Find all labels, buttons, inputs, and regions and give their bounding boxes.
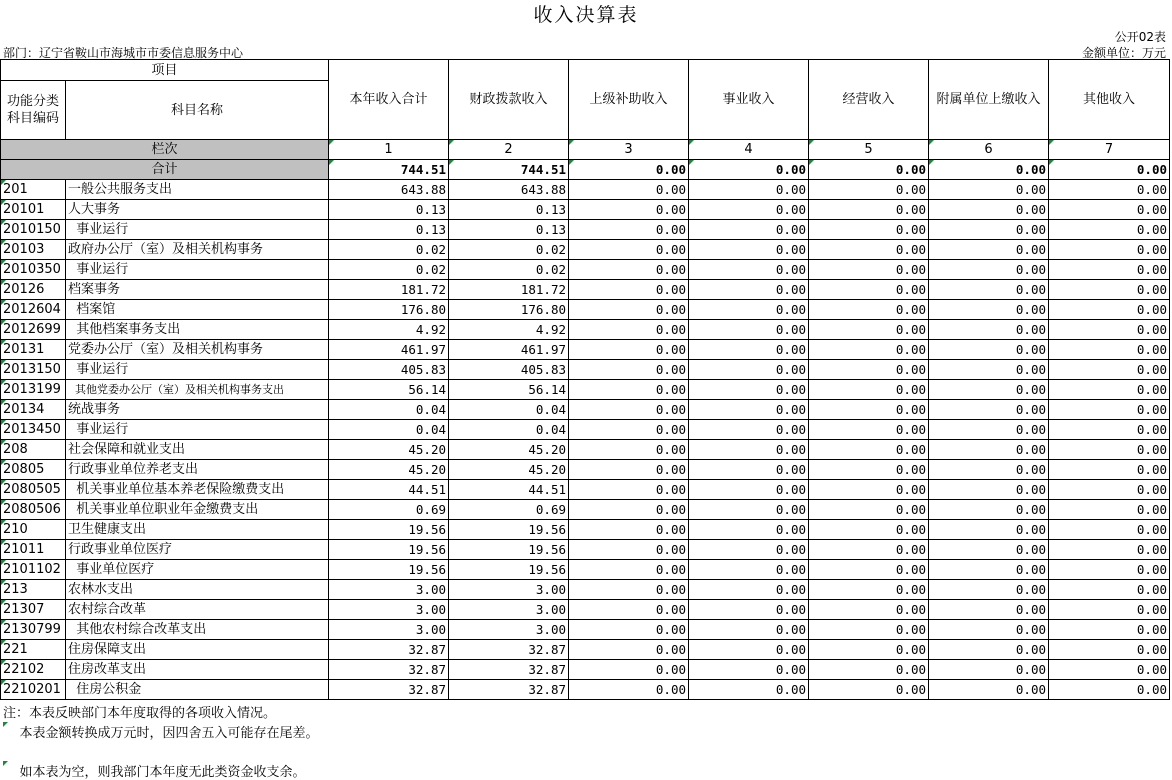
- amount-cell: 0.00: [569, 420, 689, 440]
- amount-cell: 0.00: [689, 520, 809, 540]
- amount-cell: 0.00: [1049, 620, 1170, 640]
- table-row: [1, 620, 1170, 640]
- amount-cell: 56.14: [449, 380, 569, 400]
- amount-cell: 0.00: [689, 560, 809, 580]
- amount-cell: 0.69: [329, 500, 449, 520]
- subject-name: 其他档案事务支出: [66, 320, 329, 340]
- amount-cell: 0.00: [569, 500, 689, 520]
- subject-code: 2012699: [1, 320, 66, 340]
- amount-cell: 0.00: [809, 380, 929, 400]
- amount-cell: 0.00: [929, 640, 1049, 660]
- amount-cell: 0.00: [1049, 500, 1170, 520]
- amount-cell: 643.88: [329, 180, 449, 200]
- amount-cell: 0.00: [809, 200, 929, 220]
- amount-cell: 0.00: [1049, 560, 1170, 580]
- table-row: [1, 480, 1170, 500]
- amount-cell: 4.92: [329, 320, 449, 340]
- amount-cell: 0.00: [809, 680, 929, 700]
- table-row: [1, 360, 1170, 380]
- table-row: [1, 340, 1170, 360]
- amount-cell: 0.00: [1049, 380, 1170, 400]
- amount-cell: 0.00: [929, 500, 1049, 520]
- amount-cell: 0.00: [929, 300, 1049, 320]
- amount-cell: 0.00: [929, 260, 1049, 280]
- table-row: [1, 180, 1170, 200]
- amount-cell: 19.56: [449, 520, 569, 540]
- amount-cell: 0.00: [1049, 440, 1170, 460]
- amount-cell: 3.00: [449, 600, 569, 620]
- amount-cell: 181.72: [329, 280, 449, 300]
- amount-cell: 0.00: [569, 340, 689, 360]
- amount-cell: 0.00: [1049, 680, 1170, 700]
- amount-cell: 0.00: [689, 660, 809, 680]
- amount-cell: 0.00: [1049, 320, 1170, 340]
- table-row: [1, 280, 1170, 300]
- subject-code: 20101: [1, 200, 66, 220]
- amount-cell: 0.00: [809, 180, 929, 200]
- amount-cell: 0.69: [449, 500, 569, 520]
- amount-cell: 0.02: [449, 260, 569, 280]
- subject-name: 人大事务: [66, 200, 329, 220]
- subject-code: 2010150: [1, 220, 66, 240]
- amount-cell: 0.00: [929, 480, 1049, 500]
- subject-name: 住房改革支出: [66, 660, 329, 680]
- amount-cell: 0.04: [329, 400, 449, 420]
- amount-cell: 0.00: [689, 360, 809, 380]
- amount-cell: 0.04: [449, 400, 569, 420]
- amount-cell: 45.20: [449, 460, 569, 480]
- total-label: 合计: [1, 160, 329, 180]
- header-col-1: 本年收入合计: [329, 60, 449, 140]
- amount-cell: 19.56: [449, 560, 569, 580]
- amount-cell: 0.00: [569, 300, 689, 320]
- amount-cell: 0.00: [689, 340, 809, 360]
- amount-cell: 643.88: [449, 180, 569, 200]
- subject-code: 20805: [1, 460, 66, 480]
- table-row: [1, 300, 1170, 320]
- column-number: 5: [809, 140, 929, 160]
- amount-cell: 0.00: [569, 180, 689, 200]
- amount-cell: 0.00: [1049, 420, 1170, 440]
- total-value: 0.00: [689, 160, 809, 180]
- subject-code: 20103: [1, 240, 66, 260]
- amount-cell: 0.00: [1049, 660, 1170, 680]
- amount-cell: 0.02: [329, 260, 449, 280]
- total-value: 0.00: [1049, 160, 1170, 180]
- column-number: 2: [449, 140, 569, 160]
- subject-code: 2013450: [1, 420, 66, 440]
- amount-cell: 0.00: [929, 400, 1049, 420]
- header-code: 功能分类科目编码: [1, 81, 66, 140]
- subject-code: 2012604: [1, 300, 66, 320]
- amount-cell: 0.00: [689, 280, 809, 300]
- total-value: 0.00: [809, 160, 929, 180]
- amount-cell: 0.13: [329, 220, 449, 240]
- amount-cell: 45.20: [329, 440, 449, 460]
- amount-cell: 0.00: [929, 600, 1049, 620]
- amount-cell: 0.00: [809, 580, 929, 600]
- amount-cell: 0.02: [449, 240, 569, 260]
- subject-name: 行政事业单位医疗: [66, 540, 329, 560]
- amount-cell: 3.00: [329, 600, 449, 620]
- amount-cell: 0.00: [929, 220, 1049, 240]
- amount-cell: 0.00: [809, 500, 929, 520]
- amount-cell: 0.00: [569, 380, 689, 400]
- subject-name: 档案馆: [66, 300, 329, 320]
- amount-cell: 0.00: [809, 280, 929, 300]
- header-item: 项目: [1, 60, 329, 81]
- amount-cell: 0.00: [689, 540, 809, 560]
- amount-cell: 3.00: [329, 580, 449, 600]
- column-number: 1: [329, 140, 449, 160]
- subject-name: 农林水支出: [66, 580, 329, 600]
- amount-cell: 461.97: [449, 340, 569, 360]
- amount-cell: 0.00: [1049, 600, 1170, 620]
- subject-name: 事业运行: [66, 420, 329, 440]
- amount-cell: 0.00: [689, 320, 809, 340]
- table-row: [1, 440, 1170, 460]
- amount-cell: 0.00: [569, 540, 689, 560]
- amount-cell: 0.00: [569, 560, 689, 580]
- amount-cell: 0.00: [569, 260, 689, 280]
- header-col-4: 事业收入: [689, 60, 809, 140]
- amount-cell: 0.00: [569, 460, 689, 480]
- amount-cell: 0.00: [689, 260, 809, 280]
- amount-cell: 32.87: [329, 640, 449, 660]
- amount-cell: 0.00: [929, 320, 1049, 340]
- amount-cell: 0.00: [1049, 400, 1170, 420]
- table-row: [1, 680, 1170, 700]
- table-row: [1, 200, 1170, 220]
- table-row: [1, 320, 1170, 340]
- subject-name: 机关事业单位职业年金缴费支出: [66, 500, 329, 520]
- amount-cell: 32.87: [449, 680, 569, 700]
- amount-cell: 0.00: [809, 320, 929, 340]
- amount-cell: 0.00: [1049, 640, 1170, 660]
- amount-cell: 0.00: [929, 460, 1049, 480]
- amount-cell: 0.00: [569, 400, 689, 420]
- total-value: 0.00: [929, 160, 1049, 180]
- amount-cell: 0.00: [689, 380, 809, 400]
- amount-cell: 0.00: [1049, 520, 1170, 540]
- amount-cell: 0.00: [689, 440, 809, 460]
- amount-cell: 0.00: [809, 440, 929, 460]
- amount-cell: 0.00: [569, 580, 689, 600]
- amount-cell: 0.00: [689, 240, 809, 260]
- subject-code: 2010350: [1, 260, 66, 280]
- subject-code: 2210201: [1, 680, 66, 700]
- column-number: 3: [569, 140, 689, 160]
- subject-name: 住房公积金: [66, 680, 329, 700]
- amount-cell: 44.51: [449, 480, 569, 500]
- amount-cell: 0.00: [929, 560, 1049, 580]
- subject-name: 卫生健康支出: [66, 520, 329, 540]
- header-lanci: 栏次: [1, 140, 329, 160]
- amount-cell: 0.00: [929, 380, 1049, 400]
- total-value: 744.51: [449, 160, 569, 180]
- amount-cell: 181.72: [449, 280, 569, 300]
- amount-cell: 0.00: [809, 600, 929, 620]
- amount-cell: 0.00: [569, 480, 689, 500]
- subject-name: 其他党委办公厅（室）及相关机构事务支出: [66, 380, 329, 400]
- amount-cell: 0.00: [689, 180, 809, 200]
- amount-cell: 0.00: [569, 320, 689, 340]
- subject-name: 政府办公厅（室）及相关机构事务: [66, 240, 329, 260]
- amount-cell: 461.97: [329, 340, 449, 360]
- amount-cell: 0.00: [929, 240, 1049, 260]
- subject-code: 2080506: [1, 500, 66, 520]
- amount-cell: 0.00: [569, 280, 689, 300]
- amount-cell: 0.00: [689, 580, 809, 600]
- amount-cell: 56.14: [329, 380, 449, 400]
- subject-name: 党委办公厅（室）及相关机构事务: [66, 340, 329, 360]
- table-row: [1, 240, 1170, 260]
- amount-cell: 3.00: [449, 620, 569, 640]
- amount-cell: 0.00: [809, 660, 929, 680]
- header-col-6: 附属单位上缴收入: [929, 60, 1049, 140]
- amount-cell: 0.00: [689, 600, 809, 620]
- amount-cell: 3.00: [449, 580, 569, 600]
- subject-code: 213: [1, 580, 66, 600]
- amount-cell: 0.00: [929, 420, 1049, 440]
- amount-cell: 0.00: [809, 340, 929, 360]
- amount-cell: 0.13: [449, 200, 569, 220]
- subject-code: 21011: [1, 540, 66, 560]
- amount-cell: 0.00: [689, 620, 809, 640]
- subject-code: 2080505: [1, 480, 66, 500]
- amount-cell: 0.00: [809, 420, 929, 440]
- amount-unit-label: 金额单位：万元: [1081, 46, 1166, 60]
- total-value: 744.51: [329, 160, 449, 180]
- table-row: [1, 660, 1170, 680]
- header-col-3: 上级补助收入: [569, 60, 689, 140]
- table-row: [1, 420, 1170, 440]
- amount-cell: 0.00: [809, 460, 929, 480]
- form-number: 公开02表: [1114, 30, 1166, 44]
- amount-cell: 405.83: [329, 360, 449, 380]
- amount-cell: 0.00: [1049, 280, 1170, 300]
- note-line: 本表金额转换成万元时，因四舍五入可能存在尾差。: [3, 722, 1172, 741]
- amount-cell: 0.00: [809, 640, 929, 660]
- amount-cell: 0.00: [569, 520, 689, 540]
- amount-cell: 0.00: [1049, 360, 1170, 380]
- amount-cell: 0.00: [809, 220, 929, 240]
- amount-cell: 0.00: [689, 500, 809, 520]
- amount-cell: 0.00: [689, 220, 809, 240]
- table-row: [1, 260, 1170, 280]
- amount-cell: 0.00: [569, 240, 689, 260]
- subject-code: 221: [1, 640, 66, 660]
- total-value: 0.00: [569, 160, 689, 180]
- amount-cell: 0.00: [929, 620, 1049, 640]
- subject-code: 201: [1, 180, 66, 200]
- total-row: [1, 160, 1170, 180]
- amount-cell: 0.00: [929, 200, 1049, 220]
- amount-cell: 0.00: [569, 620, 689, 640]
- amount-cell: 0.00: [689, 460, 809, 480]
- amount-cell: 0.00: [1049, 540, 1170, 560]
- amount-cell: 32.87: [449, 640, 569, 660]
- table-row: [1, 520, 1170, 540]
- subject-name: 档案事务: [66, 280, 329, 300]
- amount-cell: 0.00: [1049, 300, 1170, 320]
- subject-name: 统战事务: [66, 400, 329, 420]
- amount-cell: 405.83: [449, 360, 569, 380]
- subject-name: 事业单位医疗: [66, 560, 329, 580]
- amount-cell: 0.00: [929, 440, 1049, 460]
- table-row: [1, 500, 1170, 520]
- amount-cell: 4.92: [449, 320, 569, 340]
- subject-name: 一般公共服务支出: [66, 180, 329, 200]
- subject-code: 2130799: [1, 620, 66, 640]
- table-row: [1, 640, 1170, 660]
- amount-cell: 176.80: [449, 300, 569, 320]
- department-label: 部门：辽宁省鞍山市海城市市委信息服务中心: [3, 46, 244, 60]
- amount-cell: 0.00: [689, 480, 809, 500]
- amount-cell: 0.00: [1049, 180, 1170, 200]
- amount-cell: 0.00: [689, 640, 809, 660]
- header-col-5: 经营收入: [809, 60, 929, 140]
- amount-cell: 19.56: [329, 520, 449, 540]
- amount-cell: 0.00: [929, 520, 1049, 540]
- amount-cell: 0.00: [1049, 460, 1170, 480]
- header-name: 科目名称: [66, 81, 329, 140]
- amount-cell: 0.00: [689, 680, 809, 700]
- subject-code: 210: [1, 520, 66, 540]
- column-number: 6: [929, 140, 1049, 160]
- subject-name: 农村综合改革: [66, 600, 329, 620]
- page-title: 收入决算表: [533, 4, 639, 26]
- table-row: [1, 400, 1170, 420]
- subject-name: 机关事业单位基本养老保险缴费支出: [66, 480, 329, 500]
- amount-cell: 19.56: [329, 560, 449, 580]
- amount-cell: 0.00: [929, 180, 1049, 200]
- amount-cell: 0.00: [569, 680, 689, 700]
- amount-cell: 44.51: [329, 480, 449, 500]
- amount-cell: 0.00: [929, 680, 1049, 700]
- amount-cell: 0.00: [1049, 580, 1170, 600]
- amount-cell: 0.00: [1049, 340, 1170, 360]
- table-row: [1, 580, 1170, 600]
- amount-cell: 45.20: [449, 440, 569, 460]
- amount-cell: 0.02: [329, 240, 449, 260]
- income-table: [0, 59, 1170, 700]
- table-row: [1, 460, 1170, 480]
- subject-code: 20131: [1, 340, 66, 360]
- amount-cell: 0.00: [1049, 260, 1170, 280]
- amount-cell: 0.00: [809, 480, 929, 500]
- subject-name: 事业运行: [66, 260, 329, 280]
- amount-cell: 0.00: [569, 220, 689, 240]
- amount-cell: 3.00: [329, 620, 449, 640]
- amount-cell: 0.00: [809, 560, 929, 580]
- amount-cell: 19.56: [329, 540, 449, 560]
- amount-cell: 0.00: [569, 660, 689, 680]
- amount-cell: 0.00: [689, 420, 809, 440]
- amount-cell: 45.20: [329, 460, 449, 480]
- table-row: [1, 380, 1170, 400]
- subject-code: 2013199: [1, 380, 66, 400]
- amount-cell: 0.04: [329, 420, 449, 440]
- subject-code: 22102: [1, 660, 66, 680]
- amount-cell: 0.00: [689, 400, 809, 420]
- amount-cell: 0.00: [809, 300, 929, 320]
- column-number: 4: [689, 140, 809, 160]
- amount-cell: 19.56: [449, 540, 569, 560]
- amount-cell: 0.00: [1049, 200, 1170, 220]
- amount-cell: 0.00: [809, 400, 929, 420]
- amount-cell: 0.00: [809, 620, 929, 640]
- note-line: 注：本表反映部门本年度取得的各项收入情况。: [3, 706, 277, 721]
- amount-cell: 0.00: [929, 360, 1049, 380]
- subject-name: 事业运行: [66, 360, 329, 380]
- subject-name: 行政事业单位养老支出: [66, 460, 329, 480]
- table-row: [1, 220, 1170, 240]
- amount-cell: 0.00: [569, 360, 689, 380]
- amount-cell: 0.00: [809, 240, 929, 260]
- column-number: 7: [1049, 140, 1170, 160]
- subject-code: 20126: [1, 280, 66, 300]
- amount-cell: 0.00: [1049, 240, 1170, 260]
- amount-cell: 0.00: [809, 360, 929, 380]
- amount-cell: 0.00: [929, 660, 1049, 680]
- amount-cell: 0.13: [449, 220, 569, 240]
- amount-cell: 0.00: [569, 200, 689, 220]
- table-row: [1, 540, 1170, 560]
- amount-cell: 0.00: [569, 600, 689, 620]
- amount-cell: 0.00: [569, 640, 689, 660]
- header-col-7: 其他收入: [1049, 60, 1170, 140]
- subject-name: 住房保障支出: [66, 640, 329, 660]
- note-line: 如本表为空，则我部门本年度无此类资金收支余。: [3, 761, 1172, 780]
- subject-code: 20134: [1, 400, 66, 420]
- amount-cell: 32.87: [329, 660, 449, 680]
- amount-cell: 0.00: [689, 200, 809, 220]
- amount-cell: 176.80: [329, 300, 449, 320]
- subject-name: 其他农村综合改革支出: [66, 620, 329, 640]
- amount-cell: 0.00: [929, 580, 1049, 600]
- subject-code: 2013150: [1, 360, 66, 380]
- subject-code: 21307: [1, 600, 66, 620]
- amount-cell: 0.00: [569, 440, 689, 460]
- amount-cell: 0.13: [329, 200, 449, 220]
- amount-cell: 32.87: [329, 680, 449, 700]
- table-row: [1, 600, 1170, 620]
- header-col-2: 财政拨款收入: [449, 60, 569, 140]
- amount-cell: 0.00: [809, 520, 929, 540]
- amount-cell: 0.00: [929, 280, 1049, 300]
- amount-cell: 0.00: [689, 300, 809, 320]
- amount-cell: 32.87: [449, 660, 569, 680]
- subject-code: 2101102: [1, 560, 66, 580]
- subject-code: 208: [1, 440, 66, 460]
- amount-cell: 0.00: [929, 340, 1049, 360]
- amount-cell: 0.00: [809, 260, 929, 280]
- amount-cell: 0.04: [449, 420, 569, 440]
- amount-cell: 0.00: [1049, 480, 1170, 500]
- amount-cell: 0.00: [809, 540, 929, 560]
- subject-name: 社会保障和就业支出: [66, 440, 329, 460]
- amount-cell: 0.00: [929, 540, 1049, 560]
- amount-cell: 0.00: [1049, 220, 1170, 240]
- table-row: [1, 560, 1170, 580]
- subject-name: 事业运行: [66, 220, 329, 240]
